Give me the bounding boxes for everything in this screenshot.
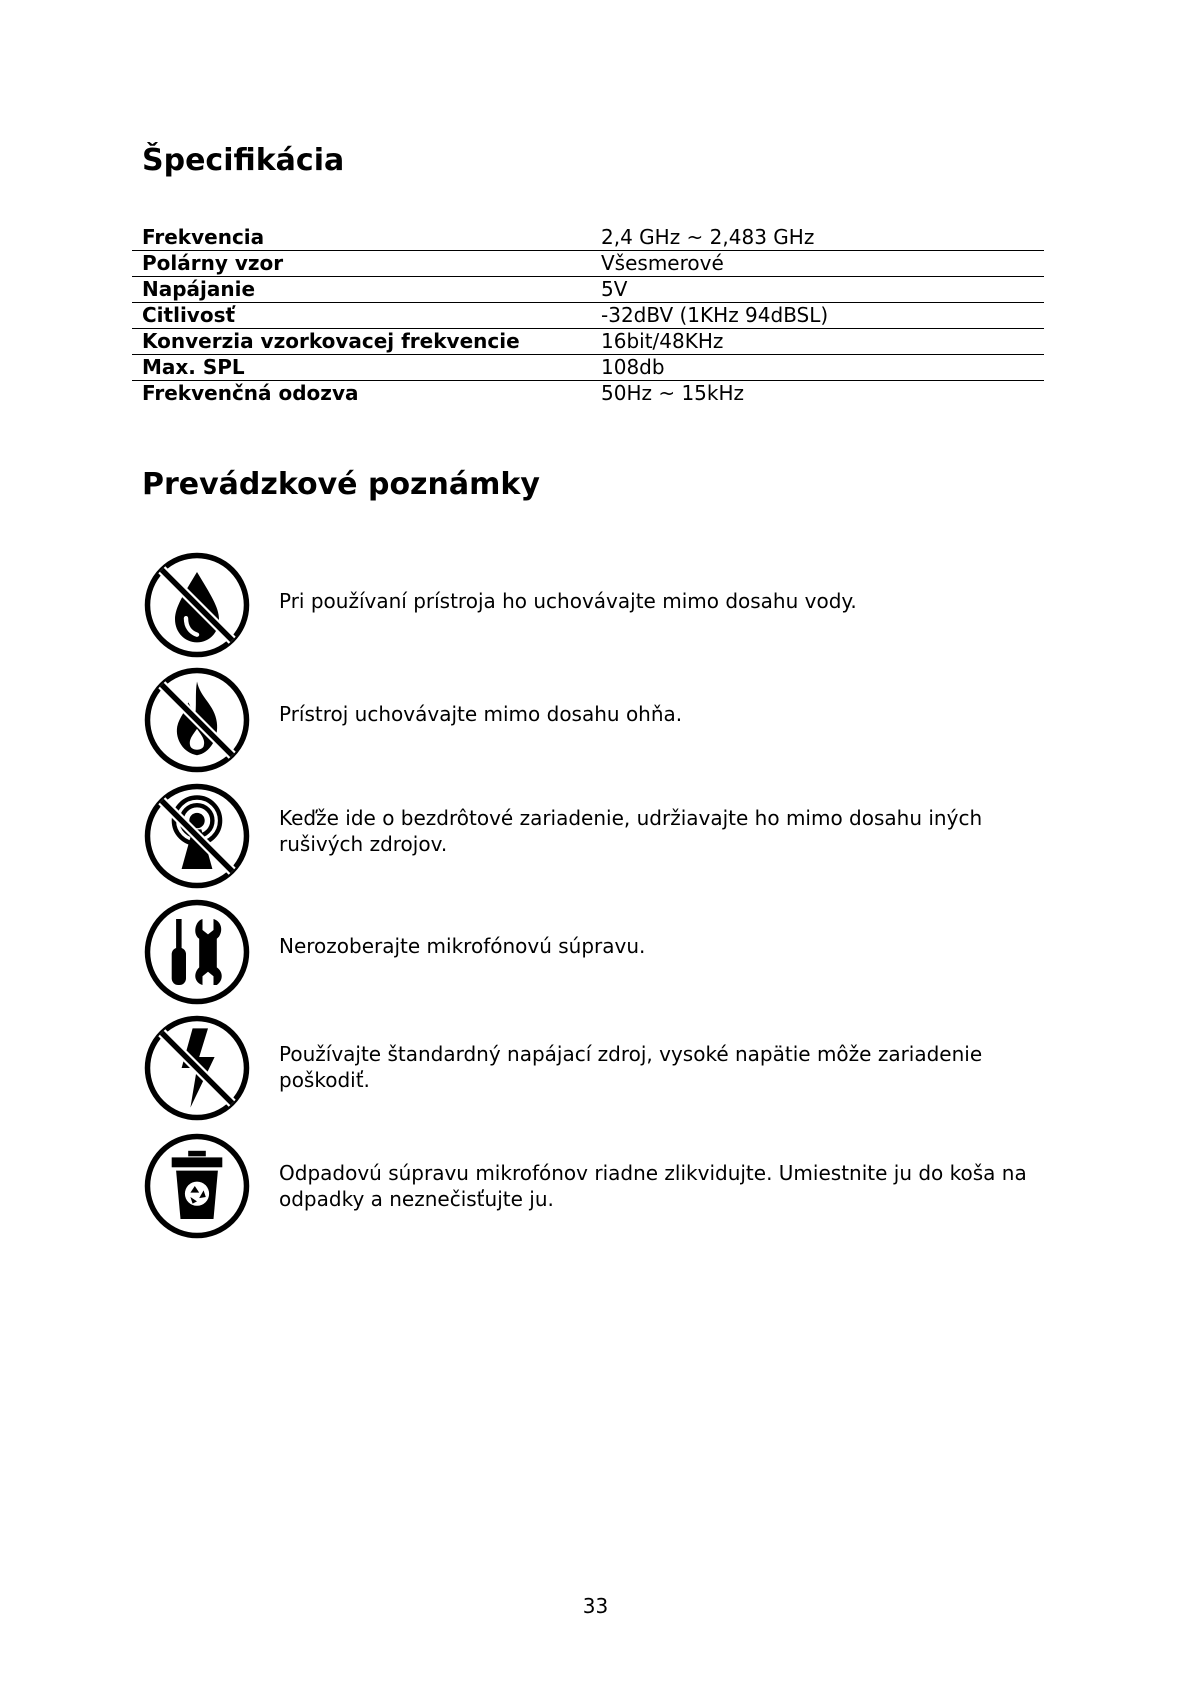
note-text: Nerozoberajte mikrofónovú súpravu. (279, 934, 646, 958)
note-item (142, 1131, 1042, 1243)
spec-row (132, 355, 1044, 381)
spec-row (132, 277, 1044, 303)
spec-value: 50Hz ~ 15kHz (601, 381, 745, 405)
note-item (142, 550, 1042, 662)
no-high-voltage-icon (142, 1013, 252, 1123)
spec-key: Frekvencia (132, 225, 589, 251)
spec-table (132, 225, 1044, 406)
spec-key: Max. SPL (132, 355, 589, 381)
spec-key: Frekvenčná odozva (142, 381, 359, 405)
recycle-bin-icon (142, 1131, 252, 1241)
note-text: Prístroj uchovávajte mimo dosahu ohňa. (279, 702, 683, 726)
spec-value: 2,4 GHz ~ 2,483 GHz (589, 225, 1044, 251)
note-text: Odpadovú súpravu mikrofónov riadne zlikvidujte. Umiestnite ju do koša na odpadky a neznečisťujte ju. (279, 1161, 1027, 1211)
no-wireless-interference-icon (142, 781, 252, 891)
note-text: Používajte štandardný napájací zdroj, vysoké napätie môže zariadenie poškodiť. (279, 1042, 983, 1092)
spec-value: -32dBV (1KHz 94dBSL) (589, 303, 1044, 329)
notes-heading: Prevádzkové poznámky (142, 467, 540, 502)
no-disassembly-icon (142, 897, 252, 1007)
spec-row (132, 329, 1044, 355)
note-text: Keďže ide o bezdrôtové zariadenie, udržiavajte ho mimo dosahu iných rušivých zdrojov. (279, 806, 983, 856)
note-item (142, 897, 1042, 1009)
note-text: Pri používaní prístroja ho uchovávajte mimo dosahu vody. (279, 589, 857, 613)
no-water-icon (142, 550, 252, 660)
note-item (142, 665, 1042, 777)
spec-row (132, 303, 1044, 329)
spec-heading: Špecifikácia (142, 143, 345, 178)
no-fire-icon (142, 665, 252, 775)
note-item (142, 781, 1042, 893)
spec-row (132, 225, 1044, 251)
spec-value: 108db (589, 355, 1044, 381)
spec-key: Konverzia vzorkovacej frekvencie (132, 329, 589, 355)
spec-key: Polárny vzor (132, 251, 589, 277)
spec-value: 16bit/48KHz (589, 329, 1044, 355)
spec-row (132, 251, 1044, 277)
note-item (142, 1013, 1042, 1125)
spec-value: Všesmerové (589, 251, 1044, 277)
spec-key: Citlivosť (132, 303, 589, 329)
spec-value: 5V (589, 277, 1044, 303)
page-number: 33 (582, 1594, 609, 1618)
spec-row (132, 381, 1044, 407)
spec-key: Napájanie (132, 277, 589, 303)
